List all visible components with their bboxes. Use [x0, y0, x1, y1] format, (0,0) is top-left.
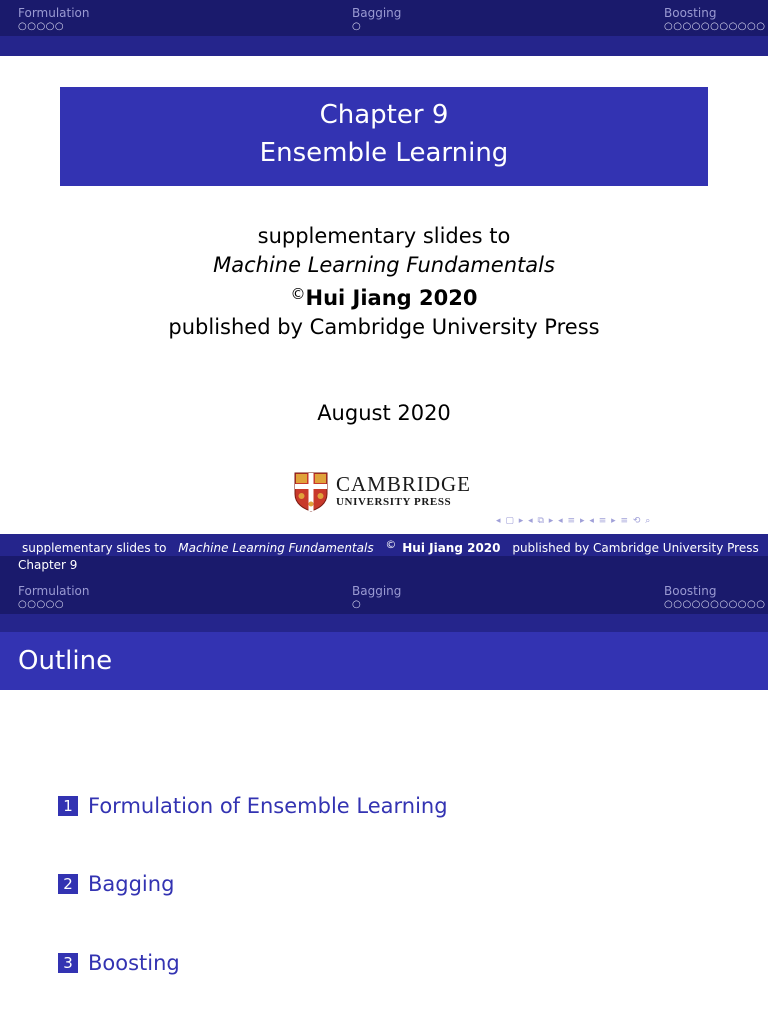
- nav-section-boosting[interactable]: [664, 6, 765, 33]
- nav-section-label[interactable]: Bagging: [352, 6, 402, 20]
- copyright-symbol: ©: [290, 285, 306, 303]
- frame-title-bar: [0, 632, 768, 690]
- nav-section-progress-dots[interactable]: ○: [352, 21, 362, 32]
- nav-section-formulation[interactable]: [18, 6, 90, 33]
- nav-section-label[interactable]: Formulation: [18, 6, 90, 20]
- nav-section-boosting[interactable]: [664, 584, 765, 611]
- nav-section-label[interactable]: Boosting: [664, 584, 717, 598]
- nav-section-progress-dots[interactable]: ○: [352, 599, 362, 610]
- nav-section-progress-dots[interactable]: ○○○○○○○○○○○: [664, 21, 766, 32]
- nav-section-formulation[interactable]: [18, 584, 90, 611]
- publisher-line: published by Cambridge University Press: [168, 315, 600, 339]
- nav-section-bagging[interactable]: [352, 584, 401, 611]
- nav-section-label[interactable]: Formulation: [18, 584, 90, 598]
- subtitle-line: supplementary slides to: [257, 224, 511, 248]
- author-name: Hui Jiang 2020: [305, 286, 478, 310]
- nav-section-progress-dots[interactable]: ○○○○○: [18, 21, 65, 32]
- subtitle-block: [0, 222, 768, 342]
- footer-publisher: published by Cambridge University Press: [512, 541, 759, 555]
- title-line-topic: Ensemble Learning: [259, 138, 509, 168]
- subsection-strip: [0, 36, 768, 56]
- footer-copyright-symbol: ©: [385, 538, 397, 551]
- outline-slide: [0, 578, 768, 1024]
- toc-item-formulation[interactable]: [58, 794, 448, 818]
- logo-main-text: CAMBRIDGE: [336, 472, 472, 496]
- footer-author: Hui Jiang 2020: [402, 541, 501, 555]
- toc-item-number: 2: [58, 874, 78, 894]
- nav-section-progress-dots[interactable]: ○○○○○○○○○○○: [664, 599, 766, 610]
- presentation-date: August 2020: [317, 401, 451, 425]
- frame-title: Outline: [18, 646, 113, 676]
- toc-item-label[interactable]: Boosting: [88, 951, 180, 975]
- cambridge-shield-logo-icon: [294, 472, 328, 512]
- subsection-strip: [0, 614, 768, 634]
- nav-section-bagging[interactable]: [352, 6, 401, 33]
- section-navigation-bar: [0, 0, 768, 36]
- toc-item-number: 1: [58, 796, 78, 816]
- toc-item-bagging[interactable]: [58, 872, 174, 896]
- nav-section-progress-dots[interactable]: ○○○○○: [18, 599, 65, 610]
- title-line-chapter: Chapter 9: [319, 100, 449, 130]
- footer-chapter: Chapter 9: [18, 558, 78, 572]
- toc-item-label[interactable]: Formulation of Ensemble Learning: [88, 794, 448, 818]
- section-navigation-bar: [0, 578, 768, 614]
- footer-book-title: Machine Learning Fundamentals: [178, 541, 374, 555]
- toc-item-label[interactable]: Bagging: [88, 872, 175, 896]
- cambridge-logo-text: [336, 472, 471, 509]
- logo-sub-text: UNIVERSITY PRESS: [336, 496, 452, 508]
- footer-info-bar: [0, 534, 768, 556]
- beamer-navigation-icons[interactable]: ◂ ▢ ▸ ◂ ⧉ ▸ ◂ ≡ ▸ ◂ ≡ ▸ ≡ ⟲ ⌕: [496, 516, 652, 526]
- nav-section-label[interactable]: Boosting: [664, 6, 717, 20]
- footer-chapter-bar: [0, 556, 768, 578]
- book-title: Machine Learning Fundamentals: [213, 253, 555, 277]
- toc-item-number: 3: [58, 953, 78, 973]
- author-line: [0, 280, 768, 313]
- footer-prefix: supplementary slides to: [22, 541, 167, 555]
- title-box: [60, 87, 708, 186]
- toc-item-boosting[interactable]: [58, 951, 180, 975]
- nav-section-label[interactable]: Bagging: [352, 584, 402, 598]
